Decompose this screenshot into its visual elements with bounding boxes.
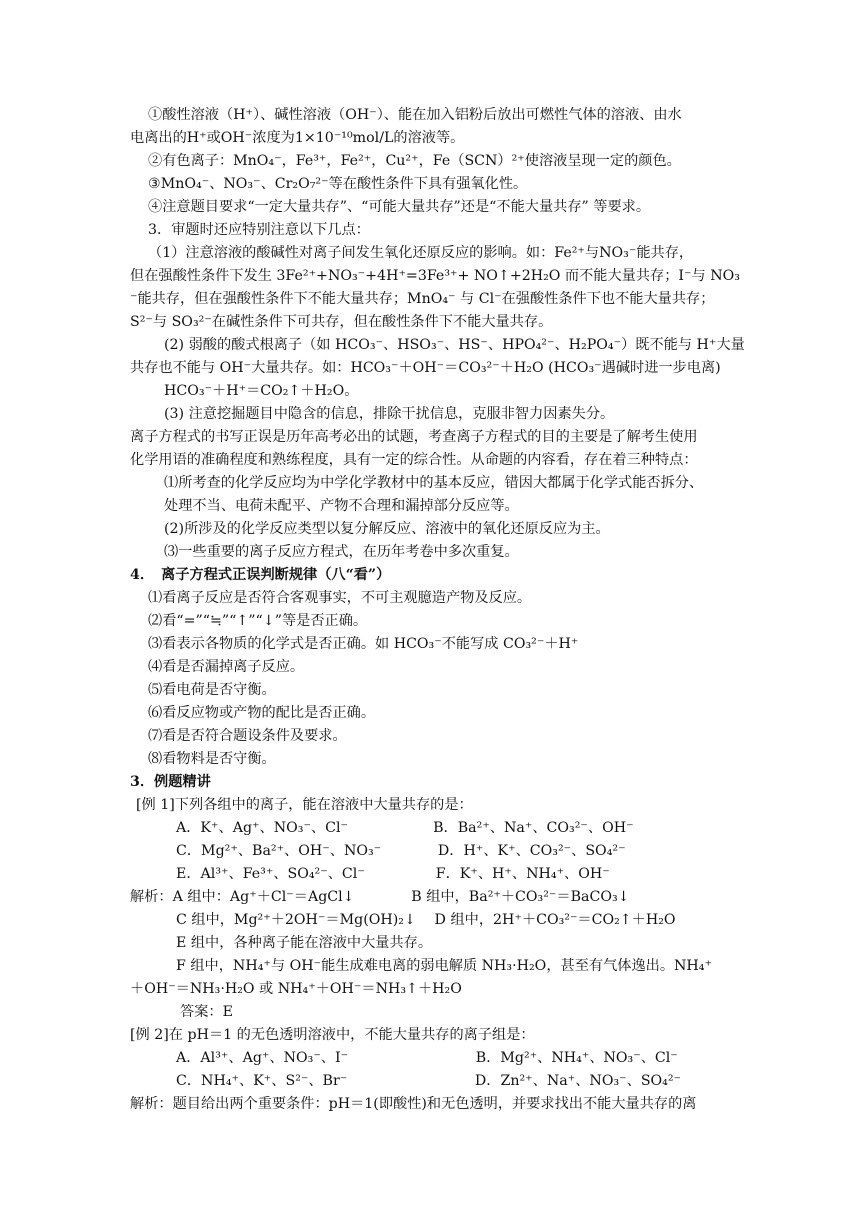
rule-item: ⑸看电荷是否守衡。 (148, 682, 276, 698)
option-row: A．K⁺、Ag⁺、NO₃⁻、Cl⁻ B．Ba²⁺、Na⁺、CO₃²⁻、OH⁻ (176, 820, 634, 836)
rule-item: ⑻看物料是否守衡。 (148, 751, 276, 767)
text-line: (2)所涉及的化学反应类型以复分解反应、溶液中的氧化还原反应为主。 (164, 521, 610, 537)
text-line: S²⁻与 SO₃²⁻在碱性条件下可共存，但在酸性条件下不能大量共存。 (130, 314, 553, 330)
analysis-line: F 组中，NH₄⁺与 OH⁻能生成难电离的弱电解质 NH₃·H₂O，甚至有气体逸出。NH₄⁺ (176, 958, 712, 974)
text-line: ③MnO₄⁻、NO₃⁻、Cr₂O₇²⁻等在酸性条件下具有强氧化性。 (148, 176, 528, 192)
option-row: C．Mg²⁺、Ba²⁺、OH⁻、NO₃⁻ D．H⁺、K⁺、CO₃²⁻、SO₄²⁻ (176, 843, 626, 859)
rule-item: ⑶看表示各物质的化学式是否正确。如 HCO₃⁻不能写成 CO₃²⁻＋H⁺ (148, 636, 579, 652)
analysis-line: C 组中，Mg²⁺＋2OH⁻＝Mg(OH)₂↓ D 组中，2H⁺＋CO₃²⁻＝CO₂↑＋H₂O (176, 912, 676, 928)
text-line: ④注意题目要求“一定大量共存”、“可能大量共存”还是“不能大量共存” 等要求。 (148, 199, 651, 215)
text-line: （1）注意溶液的酸碱性对离子间发生氧化还原反应的影响。如：Fe²⁺与NO₃⁻能共存， (148, 245, 694, 261)
text-line: ⑴所考查的化学反应均为中学化学教材中的基本反应，错因大都属于化学式能否拆分、 (164, 475, 704, 491)
analysis-line: ＋OH⁻＝NH₃·H₂O 或 NH₄⁺＋OH⁻＝NH₃↑＋H₂O (130, 981, 462, 997)
option-row: E．Al³⁺、Fe³⁺、SO₄²⁻、Cl⁻ F．K⁺、H⁺、NH₄⁺、OH⁻ (176, 866, 610, 882)
rule-item: ⑵看“=”“≒”“↑”“↓”等是否正确。 (148, 613, 368, 629)
text-line: (2) 弱酸的酸式根离子（如 HCO₃⁻、HSO₃⁻、HS⁻、HPO₄²⁻、H₂PO₄⁻）既不能与 H⁺大量 (164, 337, 745, 353)
rule-item: ⑺看是否符合题设条件及要求。 (148, 728, 347, 744)
section-heading: 4． 离子方程式正误判断规律（八“看”） (130, 567, 391, 583)
text-line: 化学用语的准确程度和熟练程度，具有一定的综合性。从命题的内容看，存在着三种特点： (130, 452, 698, 468)
rule-item: ⑷看是否漏掉离子反应。 (148, 659, 305, 675)
example-question: [例 2]在 pH＝1 的无色透明溶液中，不能大量共存的离子组是： (130, 1027, 535, 1043)
rule-item: ⑹看反应物或产物的配比是否正确。 (148, 705, 376, 721)
text-line: HCO₃⁻＋H⁺＝CO₂↑＋H₂O。 (164, 383, 359, 399)
option-row: C．NH₄⁺、K⁺、S²⁻、Br⁻ D．Zn²⁺、Na⁺、NO₃⁻、SO₄²⁻ (176, 1073, 682, 1089)
analysis-line: 解析：题目给出两个重要条件：pH＝1(即酸性)和无色透明，并要求找出不能大量共存的离 (130, 1096, 697, 1112)
example-question: [例 1]下列各组中的离子，能在溶液中大量共存的是： (136, 797, 473, 813)
text-line: 共存也不能与 OH⁻大量共存。如：HCO₃⁻＋OH⁻＝CO₃²⁻＋H₂O (HCO₃⁻遇碱时进一步电离) (130, 360, 721, 376)
section-heading: 3．审题时还应特别注意以下几点： (148, 222, 370, 238)
text-line: 处理不当、电荷未配平、产物不合理和漏掉部分反应等。 (164, 498, 519, 514)
text-line: ⑶一些重要的离子反应方程式，在历年考卷中多次重复。 (164, 544, 519, 560)
text-line: ②有色离子：MnO₄⁻，Fe³⁺，Fe²⁺，Cu²⁺，Fe（SCN）²⁺使溶液呈现一定的颜色。 (148, 153, 681, 169)
analysis-line: 解析：A 组中：Ag⁺＋Cl⁻＝AgCl↓ B 组中，Ba²⁺＋CO₃²⁻＝BaCO₃↓ (130, 889, 630, 905)
text-line: 电离出的H⁺或OH⁻浓度为1×10⁻¹⁰mol/L的溶液等。 (130, 130, 465, 146)
text-line: 但在强酸性条件下发生 3Fe²⁺+NO₃⁻+4H⁺=3Fe³⁺+ NO↑+2H₂O 而不能大量共存；I⁻与 NO₃ (130, 268, 740, 284)
text-line: (3) 注意挖掘题目中隐含的信息，排除干扰信息，克服非智力因素失分。 (164, 406, 615, 422)
text-line: ⁻能共存，但在强酸性条件下不能大量共存；MnO₄⁻ 与 Cl⁻在强酸性条件下也不能大量共存； (130, 291, 715, 307)
rule-item: ⑴看离子反应是否符合客观事实，不可主观臆造产物及反应。 (148, 590, 532, 606)
option-row: A．Al³⁺、Ag⁺、NO₃⁻、I⁻ B．Mg²⁺、NH₄⁺、NO₃⁻、Cl⁻ (176, 1050, 678, 1066)
section-heading: 3．例题精讲 (130, 774, 211, 790)
answer-line: 答案：E (180, 1004, 233, 1020)
analysis-line: E 组中，各种离子能在溶液中大量共存。 (176, 935, 433, 951)
text-line: 离子方程式的书写正误是历年高考必出的试题，考查离子方程式的目的主要是了解考生使用 (130, 429, 698, 445)
text-line: ①酸性溶液（H⁺）、碱性溶液（OH⁻）、能在加入铝粉后放出可燃性气体的溶液、由水 (148, 107, 682, 123)
